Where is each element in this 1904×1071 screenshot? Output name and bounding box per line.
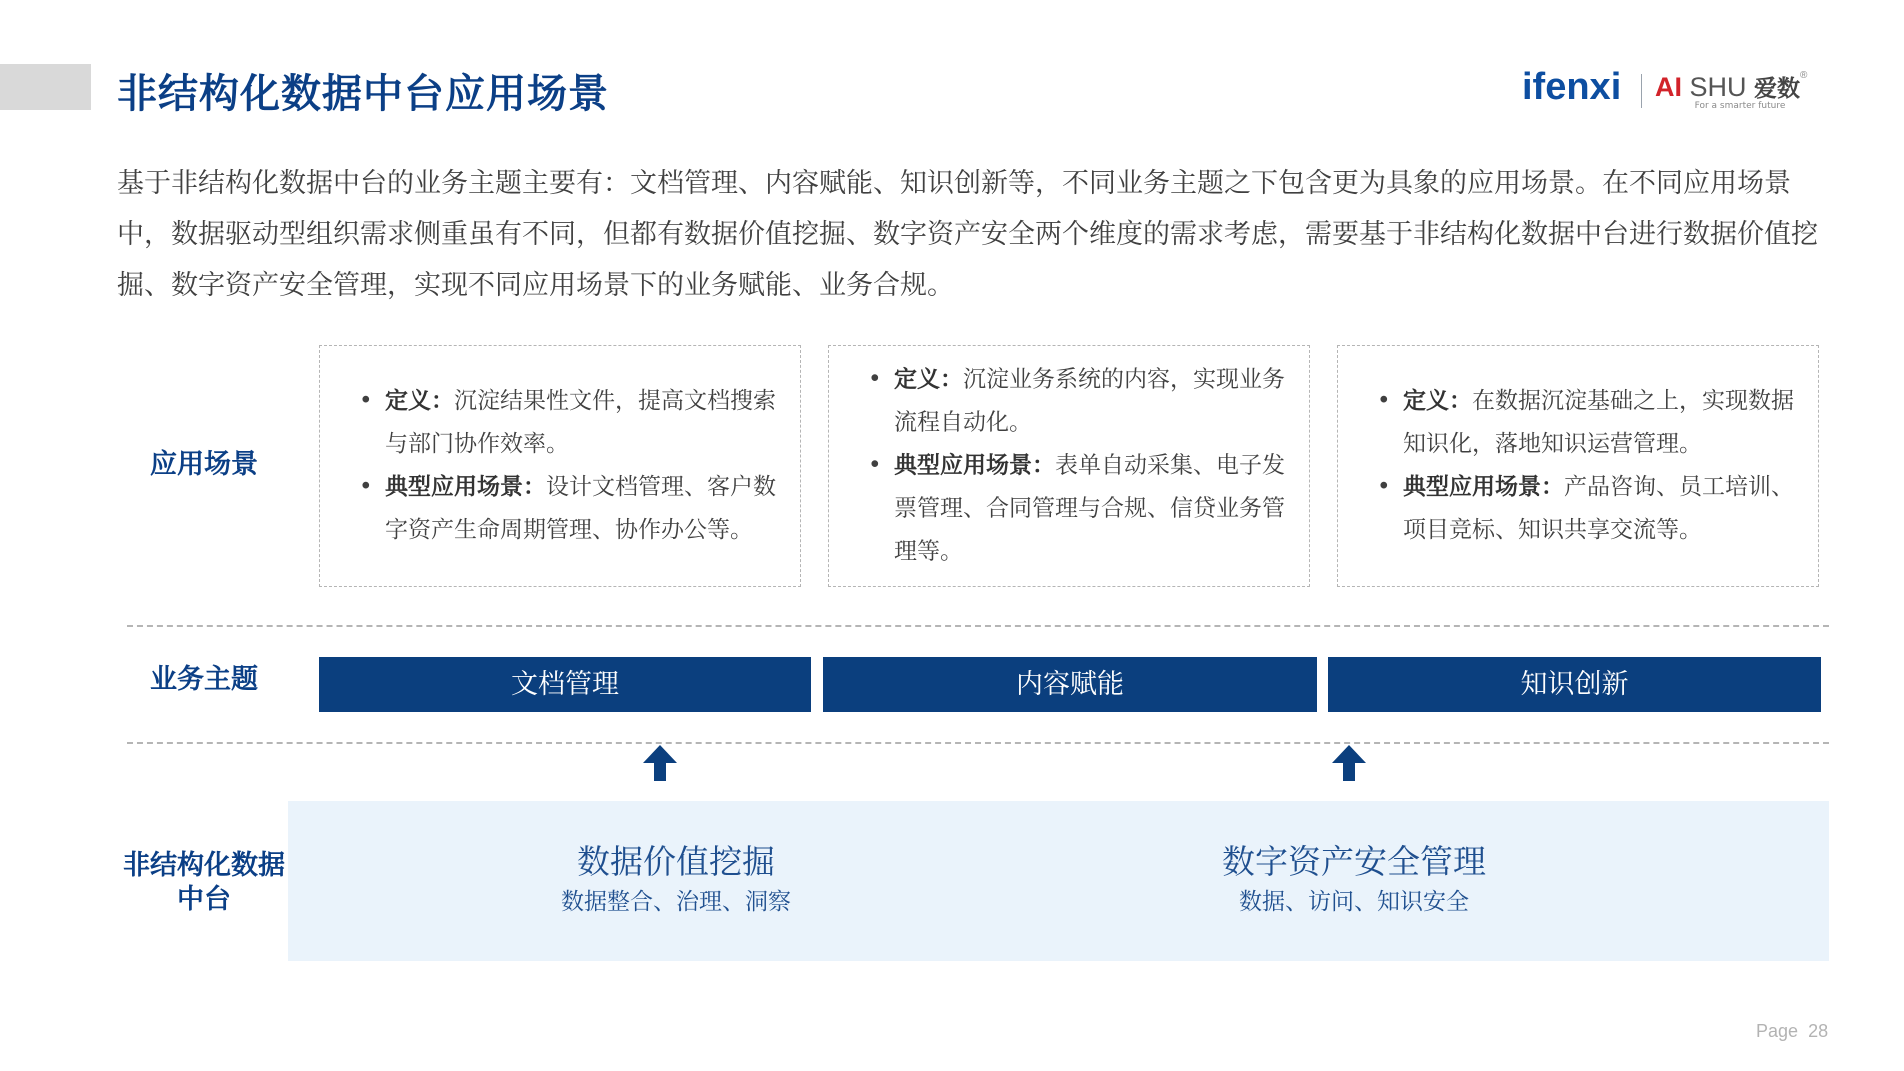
title-accent-bar: [0, 64, 91, 110]
up-arrow-icon: [1332, 745, 1366, 781]
aishu-logo: AI SHU 爱数®: [1655, 70, 1808, 102]
scenario-card-content: [828, 345, 1310, 587]
platform-item-subtitle: 数据、访问、知识安全: [1239, 889, 1469, 915]
platform-value-mining: [376, 840, 976, 920]
intro-paragraph: 基于非结构化数据中台的业务主题主要有：文档管理、内容赋能、知识创新等，不同业务主题之下包含更为具象的应用场景。在不同应用场景中，数据驱动型组织需求侧重虽有不同，但都有数据价值挖掘、数字资产安全两个维度的需求考虑，需要基于非结构化数据中台进行数据价值挖掘、数字资产安全管理，实现不同应用场景下的业务赋能、业务合规。: [117, 168, 1818, 301]
up-arrow-icon: [643, 745, 677, 781]
row-label-platform: 非结构化数据中台: [123, 850, 285, 915]
page-number: Page 28: [1756, 1021, 1829, 1041]
ifenxi-logo: ifenxi: [1522, 66, 1622, 108]
scenario-typical-cases: • 典型应用场景：设计文档管理、客户数字资产生命周期管理、协作办公等。: [357, 466, 782, 552]
scenario-definition: • 定义：在数据沉淀基础之上，实现数据知识化，落地知识运营管理。: [1375, 380, 1800, 466]
scenario-typical-cases: • 典型应用场景：产品咨询、员工培训、项目竞标、知识共享交流等。: [1375, 466, 1800, 552]
aishu-tagline: For a smarter future: [1694, 101, 1786, 111]
section-divider: [127, 625, 1829, 627]
platform-item-title: 数字资产安全管理: [1222, 842, 1486, 881]
platform-item-subtitle: 数据整合、治理、洞察: [561, 889, 791, 915]
topic-document-management: 文档管理: [319, 657, 811, 712]
topic-content-enablement: 内容赋能: [823, 657, 1317, 712]
row-label-scenario: 应用场景: [150, 449, 258, 480]
topic-knowledge-innovation: 知识创新: [1328, 657, 1821, 712]
scenario-card-document: [319, 345, 801, 587]
page-title: 非结构化数据中台应用场景: [117, 71, 609, 117]
platform-asset-security: [1054, 840, 1654, 920]
row-label-topic: 业务主题: [150, 664, 258, 695]
scenario-definition: • 定义：沉淀业务系统的内容，实现业务流程自动化。: [866, 359, 1291, 445]
scenario-card-knowledge: [1337, 345, 1819, 587]
platform-item-title: 数据价值挖掘: [577, 842, 775, 881]
scenario-typical-cases: • 典型应用场景：表单自动采集、电子发票管理、合同管理与合规、信贷业务管理等。: [866, 445, 1291, 574]
scenario-definition: • 定义：沉淀结果性文件，提高文档搜索与部门协作效率。: [357, 380, 782, 466]
logo-separator: [1641, 74, 1642, 108]
section-divider: [127, 742, 1829, 744]
